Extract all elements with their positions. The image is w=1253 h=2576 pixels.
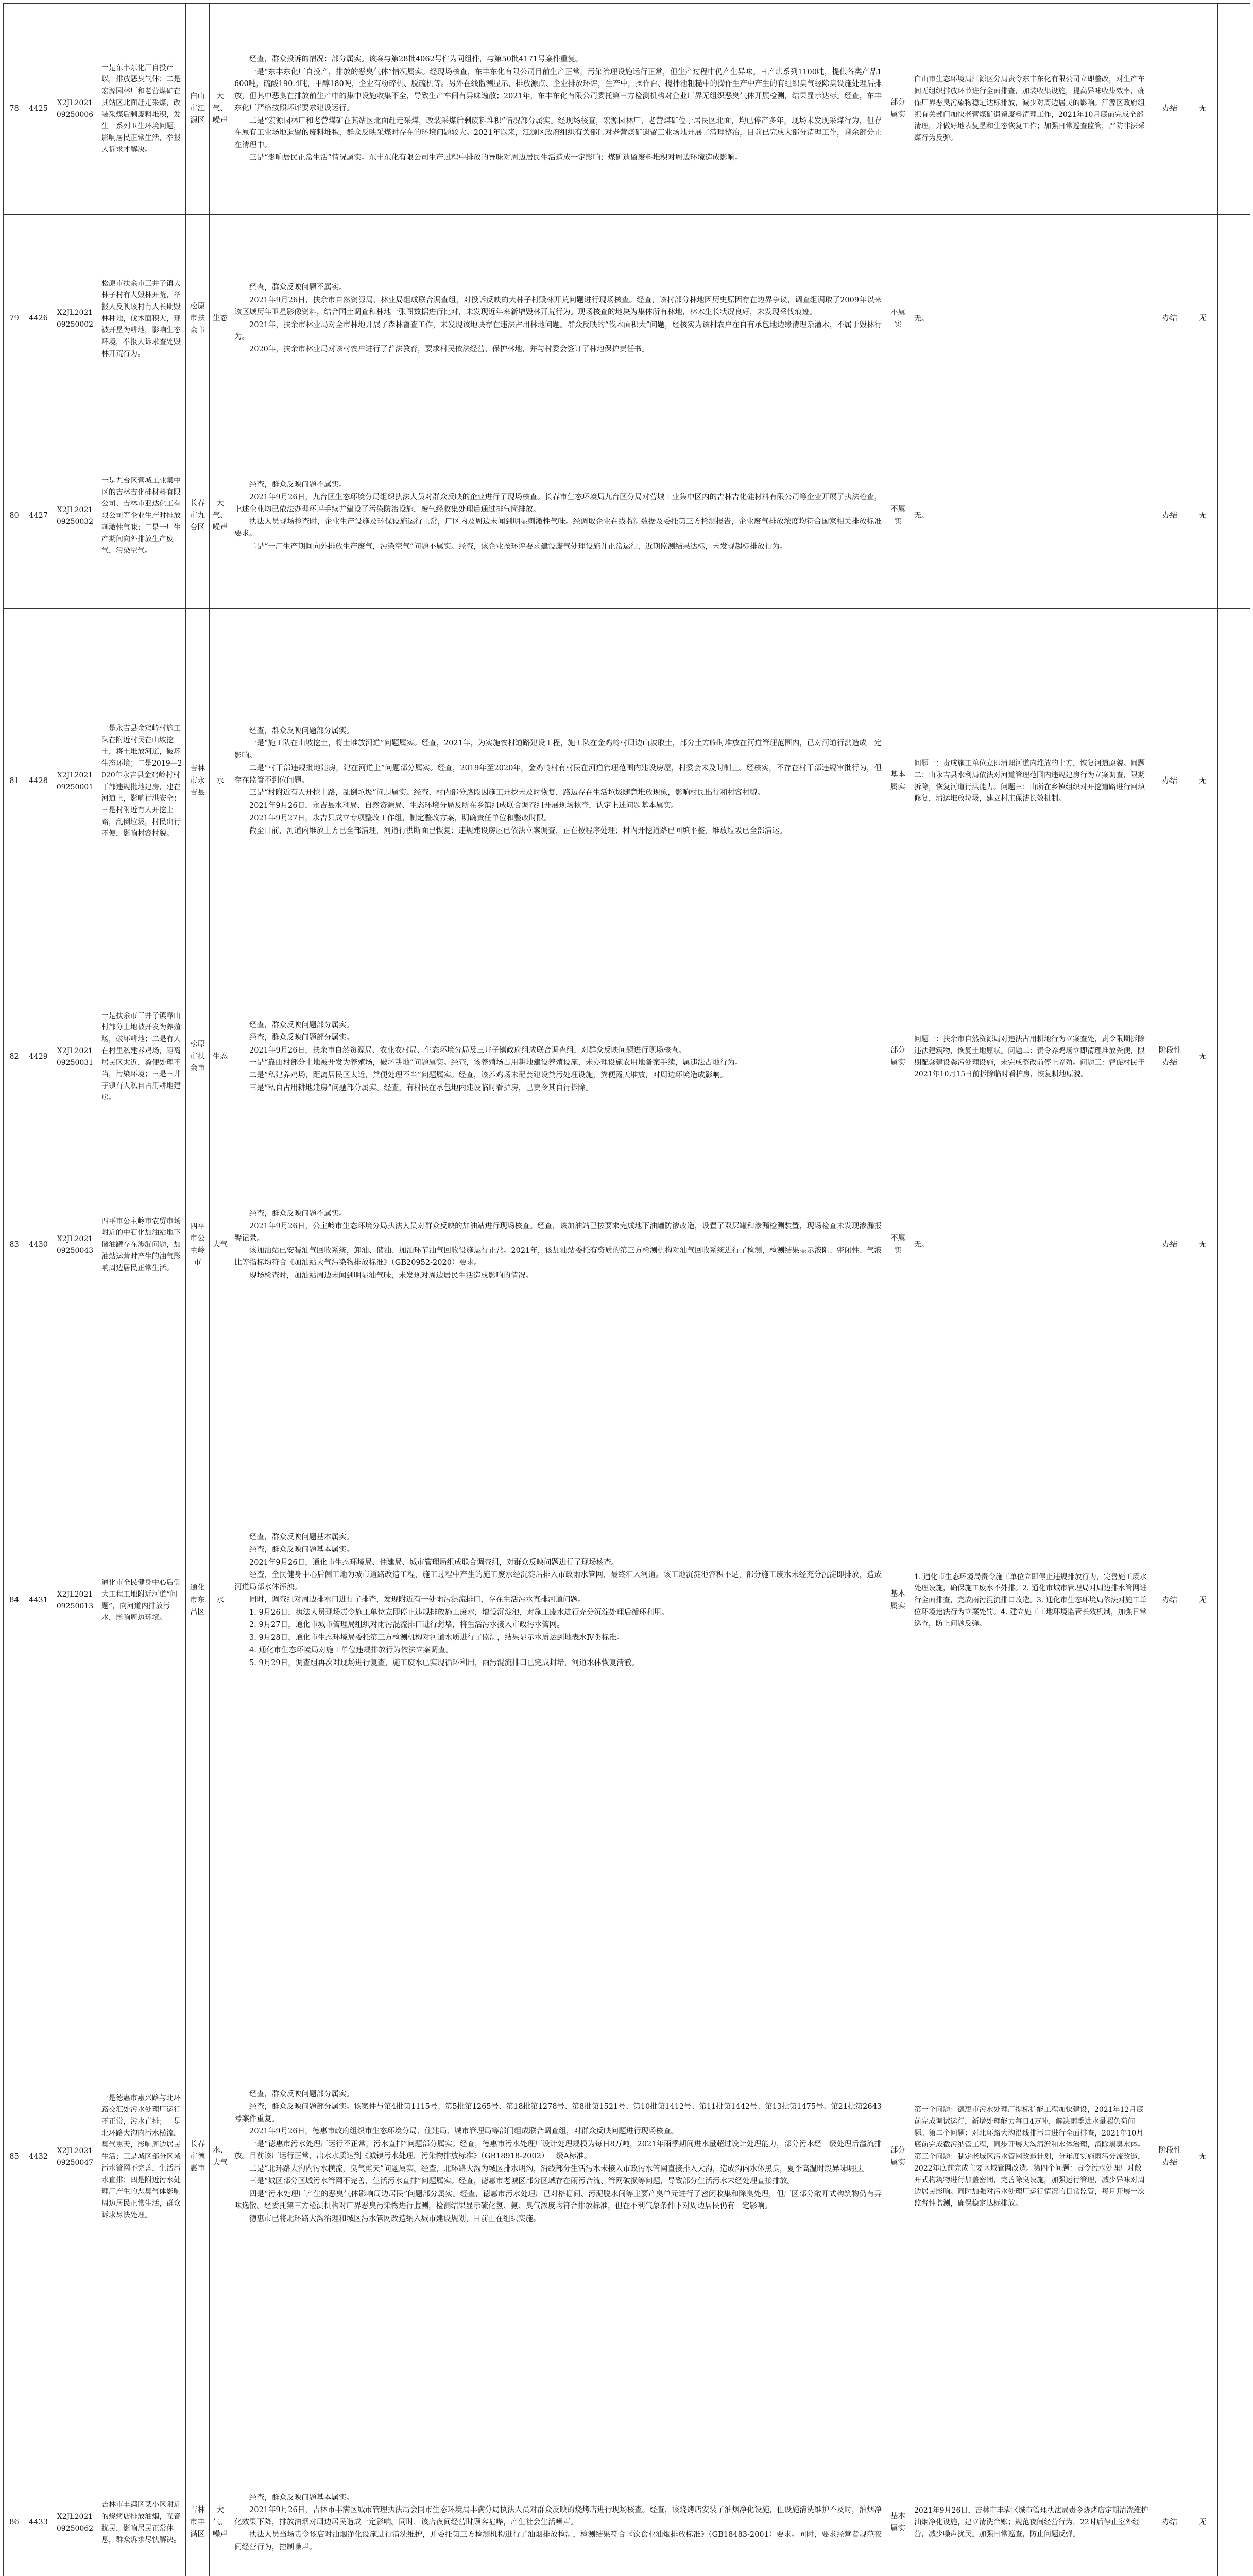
case-status: 办结 <box>1152 215 1188 423</box>
case-status: 阶段性办结 <box>1152 954 1188 1160</box>
finding-paragraph: 三是“城区部分区域污水管网不完善，生活污水直排”问题属实。经查，德惠市老城区部分区域存在雨污合流、管网破损等问题，导致部分生活污水未经处理直接排放。 <box>249 2177 795 2186</box>
finding-paragraph: 一是“东丰东化厂自投产，排放的恶臭气体”情况属实。经现场核查，东丰东化有限公司目前生产正常，污染治理设施运行正常，但生产过程中仍产生异味。日产烘系列1100吨，提供各类产品1600吨，硫酸190.4吨，甲醇180吨，企业有粉碎机、脱硫机等。另外在线监测显示，排放源点、企业排放环评，生产中，操作台、搅拌池粗糙中的操作生产中产生的有组织臭气经除臭设施处理后排放，但其中恶臭在排放前生产中的集中设施收集不全，导致生产车间有异味逸散；2021年，东丰东化有限公司委托第三方检测机构对企业厂界无组织恶臭气体开展检测，结果显示达标。经查，东丰东化厂严格按照环评要求建设运行。 <box>234 67 882 113</box>
row-number: 85 <box>4 1871 25 2443</box>
accountability-result: 无 <box>1188 1871 1218 2443</box>
finding-paragraph: 同时，调查组对周边排水口进行了排查，发现附近有一处雨污混流排口，存在生活污水直排河道问题。 <box>249 1596 586 1604</box>
rectification-measures: 无。 <box>911 1160 1152 1330</box>
administrative-region: 长春市九台区 <box>186 423 210 609</box>
case-status: 办结 <box>1152 1330 1188 1871</box>
case-code: X2JL2021 09250062 <box>52 2443 98 2576</box>
finding-paragraph: 经查，群众反映问题不属实。 <box>249 480 347 489</box>
remark-cell <box>1218 4 1250 215</box>
complaint-summary: 吉林市丰满区某小区附近的烧烤店排放油烟，噪音扰民，影响居民正常休息，群众诉求尽快解决。 <box>98 2443 186 2576</box>
pollution-category: 水 <box>210 1330 231 1871</box>
finding-paragraph: 执法人员现场检查时，企业生产设施及环保设施运行正常，厂区内及周边未闻到明显刺激性气味。经调取企业在线监测数据及委托第三方检测报告，企业废气排放浓度均符合国家相关排放标准要求。 <box>234 518 882 538</box>
finding-paragraph: 3. 9月28日，通化市生态环境局委托第三方检测机构对河道水质进行了监测，结果显示水质达到地表水Ⅳ类标准。 <box>249 1633 624 1642</box>
remark-cell <box>1218 215 1250 423</box>
finding-paragraph: 2021年9月26日，永吉县水利局、自然资源局、生态环境分局及所在乡镇组成联合调查组开展现场核查，认定上述问题基本属实。 <box>249 801 679 810</box>
row-number: 79 <box>4 215 25 423</box>
administrative-region: 松原市扶余市 <box>186 954 210 1160</box>
finding-paragraph: 2. 9月27日，通化市城市管理局组织对雨污混流排口进行封堵，将生活污水接入市政污水管网。 <box>249 1621 564 1630</box>
investigation-findings <box>231 954 885 1160</box>
case-id: 4431 <box>25 1330 52 1871</box>
complaint-summary: 一是永吉县金鸡岭村施工队在附近村民在山坡挖土，将土堆放河道，破坏生态环境；二是2019—2020年永吉县金鸡岭村村干部违规批地建房，建在河道上，影响行洪安全；三是村附近有人开挖土路，乱倒垃圾，村民出行不便，影响村容村貌。 <box>98 609 186 954</box>
finding-paragraph: 德惠市已将北环路大沟治理和城区污水管网改造纳入城市建设规划，目前正在组织实施。 <box>249 2214 541 2223</box>
case-ledger-table <box>3 3 1250 2576</box>
table-row <box>4 1160 1250 1330</box>
finding-paragraph: 2021年9月26日，公主岭市生态环境分局执法人员对群众反映的加油站进行现场核查。经查，该加油站已按要求完成地下油罐防渗改造，设置了双层罐和渗漏检测装置，现场检查未发现渗漏报警记录。 <box>234 1222 882 1243</box>
case-id: 4429 <box>25 954 52 1160</box>
finding-paragraph: 经查，群众反映问题基本属实。 <box>249 1546 354 1554</box>
row-number: 86 <box>4 2443 25 2576</box>
case-status: 办结 <box>1152 609 1188 954</box>
verification-verdict: 不属实 <box>885 1160 911 1330</box>
rectification-measures: 2021年9月26日，吉林市丰满区城市管理执法局责令烧烤店定期清洗维护油烟净化设施，建立清洗台账；规范夜间经营行为，22时后停止室外经营，减少噪声扰民。加强日常巡查，防止问题反弹。 <box>911 2443 1152 2576</box>
finding-paragraph: 5. 9月29日，调查组再次对现场进行复查，施工废水已实现循环利用，雨污混流排口已完成封堵，河道水体恢复清澈。 <box>249 1658 639 1667</box>
table-row <box>4 4 1250 215</box>
finding-paragraph: 2021年9月26日，扶余市自然资源局、林业局组成联合调查组，对投诉反映的大林子村毁林开荒问题进行现场核查。经查，该村部分林地因历史原因存在边界争议，调查组调取了2009年以来该区域历年卫星影像资料，结合国土调查和林地一张图数据进行比对，未发现近年来新增毁林开荒行为。现场核查的地块为集体所有林地，林木生长状况良好，未发现采伐痕迹。 <box>234 296 882 317</box>
remark-cell <box>1218 1160 1250 1330</box>
case-status: 办结 <box>1152 423 1188 609</box>
finding-paragraph: 2021年，扶余市林业局对全市林地开展了森林督查工作，未发现该地块存在违法占用林地问题。群众反映的“伐木面积大”问题，经核实为该村农户在自有承包地边缘清理杂灌木，不属于毁林行为。 <box>234 320 882 341</box>
pollution-category: 大气 <box>210 1160 231 1330</box>
case-status: 办结 <box>1152 2443 1188 2576</box>
table-row <box>4 423 1250 609</box>
case-code: X2JL2021 09250006 <box>52 4 98 215</box>
finding-paragraph: 2021年9月26日，通化市生态环境局、住建局、城市管理局组成联合调查组，对群众反映问题进行了现场核查。 <box>249 1558 619 1567</box>
finding-paragraph: 经查，群众反映问题基本属实。 <box>249 2493 354 2502</box>
table-row <box>4 954 1250 1160</box>
verification-verdict: 部分属实 <box>885 4 911 215</box>
finding-paragraph: 4. 通化市生态环境局对施工单位违规排放行为依法立案调查。 <box>249 1646 453 1655</box>
case-status: 办结 <box>1152 1160 1188 1330</box>
ledger-body <box>4 4 1250 2576</box>
remark-cell <box>1218 954 1250 1160</box>
finding-paragraph: 一是“德惠市污水处理厂运行不正常，污水直排”问题部分属实。经查，德惠市污水处理厂设计处理规模为每日8万吨，2021年雨季期间进水量超过设计处理能力，部分污水经一级处理后溢流排放。目前该厂运行正常，出水水质达到《城镇污水处理厂污染物排放标准》（GB18918-2002）一级A标准。 <box>234 2140 882 2161</box>
finding-paragraph: 经查，群众反映问题部分属实。 <box>249 1021 354 1029</box>
finding-paragraph: 三是“影响居民正常生活”情况属实。东丰东化有限公司生产过程中排放的异味对周边居民生活造成一定影响；煤矿遗留废料堆积对周边环境造成影响。 <box>249 154 743 162</box>
administrative-region: 通化市东昌区 <box>186 1330 210 1871</box>
rectification-measures: 1. 通化市生态环境局责令施工单位立即停止违规排放行为，完善施工废水处理设施，确保施工废水不外排。2. 通化市城市管理局对周边排水管网进行全面排查，完成雨污混流排口改造。3. 通化市生态环境局依法对施工单位环境违法行为立案处罚。4. 建立施工工地环境监管长效机制，加强日常巡查，防止问题反弹。 <box>911 1330 1152 1871</box>
case-status: 办结 <box>1152 4 1188 215</box>
rectification-measures: 问题一：责成施工单位立即清理河道内堆放的土方，恢复河道原貌。问题二：由永吉县水利局依法对河道管理范围内违规建房行为立案调查，限期拆除，恢复河道行洪能力。问题三：由所在乡镇组织对开挖道路进行回填修复，清运堆放垃圾，建立村庄保洁长效机制。 <box>911 609 1152 954</box>
finding-paragraph: 二是“私建养鸡场，距离居民区太近，粪便处理不当”问题属实。经查，该养鸡场未配套建设粪污处理设施，粪便露天堆放，对周边环境造成影响。 <box>249 1071 728 1080</box>
verification-verdict: 基本属实 <box>885 609 911 954</box>
accountability-result: 无 <box>1188 609 1218 954</box>
rectification-measures: 无。 <box>911 423 1152 609</box>
rectification-measures: 白山市生态环境局江源区分局责令东丰东化有限公司立即整改，对生产车间无组织排放环节进行全面排查，加装收集设施，提高异味收集效率，确保厂界恶臭污染物稳定达标排放，减少对周边居民的影响。江源区政府组织有关部门加快老营煤矿遗留废料清理工作，2021年10月底前完成全部清理，并做好地表复垦和生态恢复工作；加强日常巡查监管，严防非法采煤行为反弹。 <box>911 4 1152 215</box>
table-row <box>4 215 1250 423</box>
case-code: X2JL2021 09250013 <box>52 1330 98 1871</box>
accountability-result: 无 <box>1188 2443 1218 2576</box>
finding-paragraph: 执法人员当场责令该店对油烟净化设施进行清洗维护，并委托第三方检测机构进行了油烟排放检测，检测结果符合《饮食业油烟排放标准》（GB18483-2001）要求。同时，要求经营者规范夜间经营行为，控制噪声。 <box>234 2531 882 2551</box>
finding-paragraph: 2021年9月27日，永吉县成立专项整改工作组，制定整改方案，明确责任单位和整改时限。 <box>249 814 552 823</box>
verification-verdict: 部分属实 <box>885 954 911 1160</box>
remark-cell <box>1218 609 1250 954</box>
administrative-region: 松原市扶余市 <box>186 215 210 423</box>
accountability-result: 无 <box>1188 215 1218 423</box>
investigation-findings <box>231 2443 885 2576</box>
finding-paragraph: 2021年9月26日，九台区生态环境分局组织执法人员对群众反映的企业进行了现场核查。长春市生态环境局九台区分局对营城工业集中区内的吉林吉化硅材料有限公司等企业开展了执法检查，上述企业均已依法办理环评手续并建设了污染防治设施，废气经收集处理后通过排气筒排放。 <box>234 493 882 514</box>
pollution-category: 水 <box>210 609 231 954</box>
pollution-category: 大气、噪声 <box>210 4 231 215</box>
verification-verdict: 不属实 <box>885 423 911 609</box>
finding-paragraph: 三是“村附近有人开挖土路，乱倒垃圾”问题属实。经查，村内部分路段因施工开挖未及时恢复，路边存在生活垃圾随意堆放现象，影响村民出行和村容村貌。 <box>249 789 765 798</box>
table-row <box>4 2443 1250 2576</box>
finding-paragraph: 经查，群众反映问题部分属实。 <box>249 726 354 735</box>
remark-cell <box>1218 423 1250 609</box>
table-row <box>4 1871 1250 2443</box>
pollution-category: 大气、噪声 <box>210 2443 231 2576</box>
accountability-result: 无 <box>1188 423 1218 609</box>
finding-paragraph: 一是“施工队在山坡挖土，将土堆放河道”问题属实。经查，2021年，为实施农村道路建设工程，施工队在金鸡岭村周边山坡取土，部分土方临时堆放在河道管理范围内，已对河道行洪造成一定影响。 <box>234 739 882 760</box>
investigation-findings <box>231 1871 885 2443</box>
case-code: X2JL2021 09250032 <box>52 423 98 609</box>
case-status: 阶段性办结 <box>1152 1871 1188 2443</box>
row-number: 80 <box>4 423 25 609</box>
table-row <box>4 1330 1250 1871</box>
remark-cell <box>1218 1871 1250 2443</box>
investigation-findings <box>231 1330 885 1871</box>
verification-verdict: 基本属实 <box>885 1330 911 1871</box>
case-id: 4427 <box>25 423 52 609</box>
case-code: X2JL2021 09250002 <box>52 215 98 423</box>
verification-verdict: 基本属实 <box>885 2443 911 2576</box>
accountability-result: 无 <box>1188 1330 1218 1871</box>
finding-paragraph: 四是“污水处理厂产生的恶臭气体影响周边居民”问题部分属实。经查，德惠市污水处理厂已对格栅间、污泥脱水间等主要产臭单元进行了密闭收集和除臭处理，但厂区部分敞开式构筑物仍有异味逸散。经委托第三方检测机构对厂界恶臭污染物进行监测，检测结果显示硫化氢、氨、臭气浓度均符合排放标准，但在不利气象条件下对周边居民仍有一定影响。 <box>234 2190 882 2211</box>
row-number: 82 <box>4 954 25 1160</box>
administrative-region: 四平市公主岭市 <box>186 1160 210 1330</box>
administrative-region: 长春市德惠市 <box>186 1871 210 2443</box>
row-number: 84 <box>4 1330 25 1871</box>
complaint-summary: 四平市公主岭市农贸市场附近的中石化加油站地下储油罐存在渗漏问题，加油站运营时产生的油气影响周边居民正常生活。 <box>98 1160 186 1330</box>
verification-verdict: 部分属实 <box>885 1871 911 2443</box>
investigation-findings <box>231 4 885 215</box>
case-id: 4430 <box>25 1160 52 1330</box>
administrative-region: 吉林市丰满区 <box>186 2443 210 2576</box>
rectification-measures: 问题一：扶余市自然资源局对违法占用耕地行为立案查处，责令限期拆除违法建筑物，恢复土地原状。问题二：责令养鸡场立即清理堆放粪便，限期配套建设粪污处理设施，未完成整改前停止养殖。问题三：督促村民于2021年10月15日前拆除临时看护房，恢复耕地原貌。 <box>911 954 1152 1160</box>
case-code: X2JL2021 09250031 <box>52 954 98 1160</box>
complaint-summary: 一是德惠市惠兴路与北环路交汇处污水处理厂运行不正常，污水直排；二是北环路大沟内污水横流，臭气熏天，影响周边居民生活；三是城区部分区域污水管网不完善，生活污水直排；四是附近污水处理厂产生的恶臭气体影响周边居民正常生活，群众诉求尽快处理。 <box>98 1871 186 2443</box>
investigation-findings <box>231 215 885 423</box>
investigation-findings <box>231 609 885 954</box>
case-id: 4432 <box>25 1871 52 2443</box>
pollution-category: 生态 <box>210 215 231 423</box>
accountability-result: 无 <box>1188 954 1218 1160</box>
row-number: 78 <box>4 4 25 215</box>
finding-paragraph: 一是“靠山村部分土地被开发为养殖场，破坏耕地”问题属实。经查，该养殖场占用耕地建设养殖设施，未办理设施农用地备案手续，属违法占地行为。 <box>249 1059 743 1067</box>
finding-paragraph: 经查，群众反映问题部分属实。 <box>249 2090 354 2098</box>
complaint-summary: 一是九台区营城工业集中区的吉林吉化硅材料有限公司、吉林市亚达化工有限公司等企业生产时排放刺激性气味；二是一厂生产期间向外排放生产废气，污染空气。 <box>98 423 186 609</box>
administrative-region: 吉林市永吉县 <box>186 609 210 954</box>
finding-paragraph: 三是“私自占用耕地建房”问题部分属实。经查，有村民在承包地内建设临时看护房，已责令其自行拆除。 <box>249 1083 593 1092</box>
investigation-findings <box>231 423 885 609</box>
finding-paragraph: 2021年9月26日，德惠市政府组织市生态环境分局、住建局、城市管理局等部门组成联合调查组，对群众反映问题进行现场核查。 <box>249 2127 679 2136</box>
case-code: X2JL2021 09250047 <box>52 1871 98 2443</box>
investigation-findings <box>231 1160 885 1330</box>
finding-paragraph: 二是“村干部违规批地建房，建在河道上”问题部分属实。经查，2019年至2020年，金鸡岭村有村民在河道管理范围内建设房屋，村委会未及时制止。经核实，不存在村干部违规审批行为，但存在监管不到位问题。 <box>234 764 882 785</box>
rectification-measures: 无。 <box>911 215 1152 423</box>
complaint-summary: 松原市扶余市三井子镇大林子村有人毁林开荒，举报人反映该村有人长期毁林种地，伐木面积大，现被开垦为耕地，影响生态环境，举报人诉求查处毁林开荒行为。 <box>98 215 186 423</box>
finding-paragraph: 经查，群众反映问题部分属实。该案件与第4批第1115号、第5批第1265号、第18批第1278号、第8批第1521号、第10批第1412号、第11批第1442号、第13批第1475号、第21批第2643号案件重复。 <box>234 2103 882 2123</box>
administrative-region: 白山市江源区 <box>186 4 210 215</box>
remark-cell <box>1218 1330 1250 1871</box>
complaint-summary: 一是东丰东化厂自投产以，排放恶臭气体；二是宏源园林厂和老营煤矿在其站区北面赶走采煤，改装采煤后剩废料堆积，发生一系列卫生环境问题，影响居民正常生活，举报人诉求才解决。 <box>98 4 186 215</box>
finding-paragraph: 经查，群众反映问题部分属实。 <box>249 1033 354 1042</box>
accountability-result: 无 <box>1188 4 1218 215</box>
verification-verdict: 不属实 <box>885 215 911 423</box>
case-id: 4426 <box>25 215 52 423</box>
finding-paragraph: 经查，全民健身中心后侧工地为城市道路改造工程，施工过程中产生的施工废水经沉淀后排入市政雨水管网，最终汇入河道。该工地沉淀池容积不足，部分施工废水未经充分沉淀即排放，造成河道局部水体浑浊。 <box>234 1571 882 1591</box>
complaint-summary: 一是扶余市三井子镇靠山村部分土地被开发为养殖场，破坏耕地；二是有人在村里私建养鸡场，距离居民区太近，粪便处理不当，污染环境；三是三井子镇有人私自占用耕地建房。 <box>98 954 186 1160</box>
finding-paragraph: 截至目前，河道内堆放土方已全部清理，河道行洪断面已恢复；违规建设房屋已依法立案调查，正在按程序处理；村内开挖道路已回填平整，堆放垃圾已全部清运。 <box>249 826 787 835</box>
case-id: 4428 <box>25 609 52 954</box>
row-number: 81 <box>4 609 25 954</box>
finding-paragraph: 经查，群众投诉的情况：部分属实。该案与第28批4062号件为同组件，与第50批4171号案件重复。 <box>249 55 583 64</box>
finding-paragraph: 二是“北环路大沟内污水横流，臭气熏天”问题属实。经查，北环路大沟为城区排水明沟，沿线部分生活污水未接入市政污水管网直接排入大沟，造成沟内水体黑臭，夏季高温时段异味明显。 <box>249 2164 869 2173</box>
complaint-summary: 通化市全民健身中心后侧大工程工地附近河道“问题”，向河道内排放污水，影响周边环境。 <box>98 1330 186 1871</box>
pollution-category: 水、大气 <box>210 1871 231 2443</box>
pollution-category: 生态 <box>210 954 231 1160</box>
table-row <box>4 609 1250 954</box>
finding-paragraph: 2021年9月26日，吉林市丰满区城市管理执法局会同市生态环境局丰满分局执法人员对群众反映的烧烤店进行现场核查。经查，该烧烤店安装了油烟净化设施，但设施清洗维护不及时，油烟净化效果下降，排放油烟对周边居民造成一定影响。同时，该店夜间经营时顾客喧哗，产生社会生活噪声。 <box>234 2506 882 2527</box>
finding-paragraph: 该加油站已安装油气回收系统，卸油、储油、加油环节油气回收设施运行正常。2021年，该加油站委托有资质的第三方检测机构对油气回收系统进行了检测，检测结果显示液阻、密闭性、气液比等指标均符合《加油站大气污染物排放标准》（GB20952-2020）要求。 <box>234 1247 882 1267</box>
rectification-measures: 第一个问题：德惠市污水处理厂提标扩能工程加快建设，2021年12月底前完成调试运行，新增处理能力每日4万吨，解决雨季进水量超负荷问题。第二个问题：对北环路大沟沿线排污口进行全面排查，2021年10月底前完成截污纳管工程，同步开展大沟清淤和水体治理，消除黑臭水体。第三个问题：制定老城区污水管网改造计划，分年度实施雨污分流改造，2022年底前完成主要区域管网改造。第四个问题：责令污水处理厂对敞开式构筑物进行加盖密闭，完善除臭设施，加强运行管理，减少异味对周边居民影响。同时加强对污水处理厂运行情况的日常监管，每月开展一次监督性监测，确保稳定达标排放。 <box>911 1871 1152 2443</box>
finding-paragraph: 经查，群众反映问题基本属实。 <box>249 1533 354 1541</box>
pollution-category: 大气、噪声 <box>210 423 231 609</box>
finding-paragraph: 现场检查时，加油站周边未闻到明显油气味，未发现对周边居民生活造成影响的情况。 <box>249 1271 533 1280</box>
finding-paragraph: 二是“一厂生产期间向外排放生产废气，污染空气”问题不属实。经查，该企业按环评要求建设废气处理设施并正常运行，近期监测结果达标，未发现超标排放行为。 <box>249 542 787 551</box>
finding-paragraph: 2020年，扶余市林业局对该村农户进行了普法教育，要求村民依法经营、保护林地，并与村委会签订了林地保护责任书。 <box>249 345 649 354</box>
case-id: 4425 <box>25 4 52 215</box>
case-code: X2JL2021 09250043 <box>52 1160 98 1330</box>
finding-paragraph: 2021年9月26日，扶余市自然资源局、农业农村局、生态环境分局及三井子镇政府组成联合调查组，对群众反映问题进行现场核查。 <box>249 1046 686 1055</box>
finding-paragraph: 经查，群众反映问题不属实。 <box>249 283 347 292</box>
case-code: X2JL2021 09250001 <box>52 609 98 954</box>
accountability-result: 无 <box>1188 1160 1218 1330</box>
remark-cell <box>1218 2443 1250 2576</box>
case-id: 4433 <box>25 2443 52 2576</box>
finding-paragraph: 1. 9月26日，执法人员现场责令施工单位立即停止违规排放施工废水，增设沉淀池，对施工废水进行充分沉淀处理后循环利用。 <box>249 1608 669 1617</box>
row-number: 83 <box>4 1160 25 1330</box>
finding-paragraph: 二是“宏源园林厂和老营煤矿在其站区北面赶走采煤，改装采煤后剩废料堆积”情况部分属实。经现场核查，宏源园林厂、老营煤矿位于居民区北面，均已停产多年，现场未发现采煤行为，但存在原有工业场地遗留的废料堆积，群众反映采煤时存在的环境问题较大。2021年以来，江源区政府组织有关部门对老营煤矿遗留工业场地开展了清理整治，目前已完成大部分清理工作，剩余部分正在清理中。 <box>234 116 882 149</box>
finding-paragraph: 经查，群众反映问题不属实。 <box>249 1209 347 1218</box>
